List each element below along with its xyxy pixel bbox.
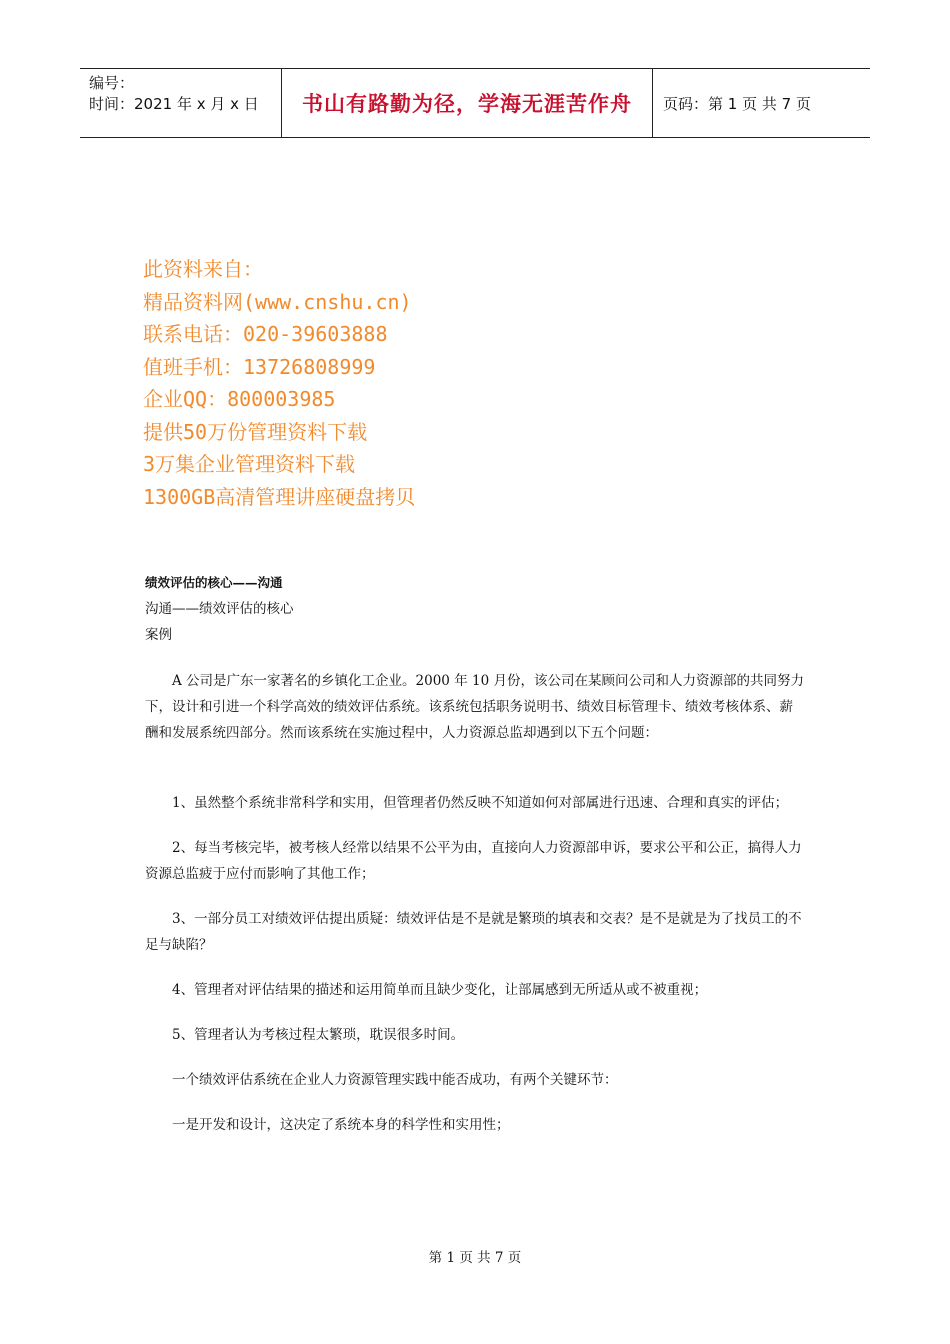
header-page-cell [653,69,870,137]
header-table [80,68,870,138]
article-body [145,570,805,1138]
problem-item: 4、管理者对评估结果的描述和运用简单而且缺少变化，让部属感到无所适从或不被重视； [172,982,708,998]
motto: 书山有路勤为径，学海无涯苦作舟 [302,92,632,116]
problem-item: 1、虽然整个系统非常科学和实用，但管理者仍然反映不知道如何对部属进行迅速、合理和真实的评估； [172,795,789,811]
promo-line: 此资料来自： [143,257,263,281]
problem-item: 2、每当考核完毕，被考核人经常以结果不公平为由，直接向人力资源部申诉，要求公平和公正，搞得人力资源总监疲于应付而影响了其他工作； [145,840,802,882]
problem-item: 5、管理者认为考核过程太繁琐，耽误很多时间。 [172,1027,465,1043]
intro-paragraph: A 公司是广东一家著名的乡镇化工企业。2000 年 10 月份，该公司在某顾问公司和人力资源部的共同努力下，设计和引进一个科学高效的绩效评估系统。该系统包括职务说明书、绩效目标管理卡、绩效考核体系、薪酬和发展系统四部分。然而该系统在实施过程中，人力资源总监却遇到以下五个问题： [145,673,804,741]
section-label: 案例 [145,627,172,643]
promo-line: 3万集企业管理资料下载 [143,452,356,476]
promo-line: 企业QQ：800003985 [143,387,336,411]
key-paragraph: 一个绩效评估系统在企业人力资源管理实践中能否成功，有两个关键环节： [172,1072,618,1088]
article-title: 绩效评估的核心——沟通 [145,575,283,590]
promo-block [143,253,415,513]
promo-line: 精品资料网(www.cnshu.cn) [143,289,412,314]
promo-line: 联系电话：020-39603888 [143,322,388,346]
promo-line: 提供50万份管理资料下载 [143,419,368,444]
problem-item: 3、一部分员工对绩效评估提出质疑：绩效评估是不是就是繁琐的填表和交表？是不是就是为了找员工的不足与缺陷？ [145,911,802,953]
number-label: 编号： [89,74,135,92]
point-paragraph: 一是开发和设计，这决定了系统本身的科学性和实用性； [172,1117,510,1133]
article-subtitle: 沟通——绩效评估的核心 [145,601,294,617]
header-meta [80,69,281,137]
promo-line: 1300GB高清管理讲座硬盘拷贝 [143,484,416,509]
time-label: 时间：2021 年 x 月 x 日 [89,95,259,113]
page-info: 页码：第 1 页 共 7 页 [663,94,811,113]
promo-line: 值班手机：13726808999 [143,354,376,379]
page-footer: 第 1 页 共 7 页 [428,1250,522,1266]
header-motto-cell [281,69,653,137]
